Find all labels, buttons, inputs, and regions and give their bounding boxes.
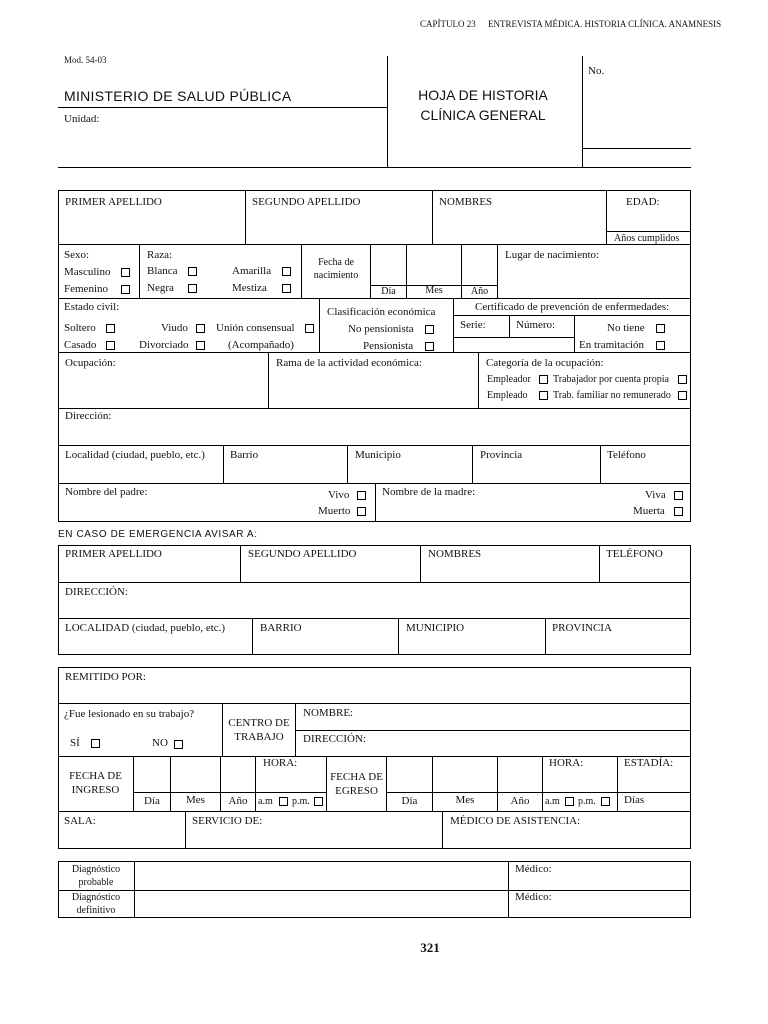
no-checkbox[interactable] [174, 740, 183, 749]
muerta-label: Muerta [633, 505, 665, 517]
union-consensual-label: Unión consensual [216, 322, 295, 334]
dias-label: Días [624, 794, 645, 806]
egreso-pm-label: p.m. [578, 796, 596, 807]
no-tiene-checkbox[interactable] [656, 324, 665, 333]
muerta-checkbox[interactable] [674, 507, 683, 516]
en-tramitacion-label: En tramitación [579, 339, 645, 351]
fecha-ingreso-label: FECHA DE INGRESO [69, 770, 122, 796]
blanca-label: Blanca [147, 265, 178, 277]
pensionista-label: Pensionista [363, 340, 414, 352]
clasificacion-economica-label: Clasificación económica [327, 306, 436, 318]
serie-label: Serie: [460, 319, 486, 331]
emergency-heading: EN CASO DE EMERGENCIA AVISAR A: [58, 529, 258, 540]
provincia-label: Provincia [480, 449, 523, 461]
ingreso-mes-label: Mes [186, 794, 205, 806]
raza-label: Raza: [147, 249, 173, 261]
amarilla-checkbox[interactable] [282, 267, 291, 276]
sexo-label: Sexo: [64, 249, 90, 261]
vivo-label: Vivo [328, 489, 350, 501]
ocupacion-label: Ocupación: [65, 357, 116, 369]
medico-probable-label: Médico: [515, 863, 552, 875]
no-pensionista-checkbox[interactable] [425, 325, 434, 334]
page-number: 321 [420, 940, 440, 955]
union-consensual-checkbox[interactable] [305, 324, 314, 333]
lesionado-label: ¿Fue lesionado en su trabajo? [64, 708, 195, 720]
muerto-checkbox[interactable] [357, 507, 366, 516]
ingreso-dia-label: Día [144, 795, 160, 807]
segundo-apellido-label: SEGUNDO APELLIDO [252, 196, 361, 208]
trabajador-cuenta-propia-checkbox[interactable] [678, 375, 687, 384]
birth-month-label: Mes [425, 285, 443, 296]
egreso-ano-label: Año [510, 795, 530, 807]
anos-cumplidos-label: Años cumplidos [614, 233, 680, 244]
si-label: SÍ [70, 737, 80, 749]
lugar-nacimiento-label: Lugar de nacimiento: [505, 249, 600, 261]
nombre-padre-label: Nombre del padre: [65, 486, 148, 498]
empleado-checkbox[interactable] [539, 391, 548, 400]
ministry-name: MINISTERIO DE SALUD PÚBLICA [64, 88, 292, 104]
form-code: Mod. 54-03 [64, 55, 107, 65]
numero-label: Número: [516, 319, 556, 331]
medico-definitivo-label: Médico: [515, 891, 552, 903]
emergency-segundo-apellido-label: SEGUNDO APELLIDO [248, 548, 357, 560]
birth-year-label: Año [470, 286, 489, 297]
empleador-checkbox[interactable] [539, 375, 548, 384]
diagnostico-probable-label: Diagnóstico probable [71, 864, 121, 888]
masculino-checkbox[interactable] [121, 268, 130, 277]
form-title: HOJA DE HISTORIA CLÍNICA GENERAL [418, 87, 548, 123]
trab-familiar-label: Trab. familiar no remunerado [553, 390, 671, 401]
chapter-label: CAPÍTULO 23 [420, 19, 476, 29]
egreso-mes-label: Mes [455, 794, 475, 806]
divorciado-checkbox[interactable] [196, 341, 205, 350]
rama-actividad-label: Rama de la actividad económica: [276, 357, 422, 369]
estadia-label: ESTADÍA: [624, 757, 674, 769]
fecha-nacimiento-label: Fecha de nacimiento [313, 257, 359, 281]
viva-label: Viva [645, 489, 666, 501]
mestiza-label: Mestiza [232, 282, 267, 294]
barrio-label: Barrio [230, 449, 259, 461]
estado-civil-label: Estado civil: [64, 301, 120, 313]
ingreso-pm-label: p.m. [292, 796, 310, 807]
fecha-egreso-label: FECHA DE EGRESO [330, 771, 383, 797]
localidad-label: Localidad (ciudad, pueblo, etc.) [65, 449, 205, 461]
soltero-label: Soltero [64, 322, 96, 334]
primer-apellido-label: PRIMER APELLIDO [65, 196, 162, 208]
pensionista-checkbox[interactable] [425, 342, 434, 351]
trab-familiar-checkbox[interactable] [678, 391, 687, 400]
si-checkbox[interactable] [91, 739, 100, 748]
egreso-hora-label: HORA: [549, 757, 584, 769]
emergency-localidad-label: LOCALIDAD (ciudad, pueblo, etc.) [65, 622, 226, 634]
femenino-label: Femenino [64, 283, 108, 295]
edad-label: EDAD: [626, 196, 660, 208]
emergency-direccion-label: DIRECCIÓN: [65, 586, 128, 598]
municipio-label: Municipio [355, 449, 401, 461]
centro-direccion-label: DIRECCIÓN: [303, 733, 366, 745]
egreso-pm-checkbox[interactable] [601, 797, 610, 806]
unit-label: Unidad: [64, 113, 100, 125]
certificado-label: Certificado de prevención de enfermedades: [475, 301, 670, 313]
femenino-checkbox[interactable] [121, 285, 130, 294]
muerto-label: Muerto [318, 505, 351, 517]
record-number-label: No. [588, 65, 605, 77]
no-pensionista-label: No pensionista [348, 323, 414, 335]
servicio-label: SERVICIO DE: [192, 815, 263, 827]
vivo-checkbox[interactable] [357, 491, 366, 500]
casado-label: Casado [64, 339, 97, 351]
egreso-dia-label: Día [401, 795, 418, 807]
casado-checkbox[interactable] [106, 341, 115, 350]
patient-section [58, 190, 691, 522]
acompanado-label: (Acompañado) [228, 339, 294, 351]
chapter-title: ENTREVISTA MÉDICA. HISTORIA CLÍNICA. ANAMNESIS [488, 19, 722, 29]
no-label: NO [152, 737, 168, 749]
viudo-label: Viudo [161, 322, 188, 334]
mestiza-checkbox[interactable] [282, 284, 291, 293]
centro-trabajo-label: CENTRO DE TRABAJO [228, 717, 290, 743]
no-tiene-label: No tiene [607, 322, 645, 334]
negra-checkbox[interactable] [188, 284, 197, 293]
nombre-madre-label: Nombre de la madre: [382, 486, 476, 498]
emergency-municipio-label: MUNICIPIO [406, 622, 465, 634]
ingreso-hora-label: HORA: [263, 757, 298, 769]
amarilla-label: Amarilla [232, 265, 272, 277]
ingreso-am-checkbox[interactable] [279, 797, 288, 806]
negra-label: Negra [147, 282, 174, 294]
masculino-label: Masculino [64, 266, 111, 278]
emergency-section [58, 545, 691, 655]
emergency-nombres-label: NOMBRES [428, 548, 482, 560]
categoria-ocupacion-label: Categoría de la ocupación: [486, 357, 604, 369]
centro-nombre-label: NOMBRE: [303, 707, 354, 719]
telefono-label: Teléfono [607, 449, 646, 461]
emergency-telefono-label: TELÉFONO [606, 548, 663, 560]
blanca-checkbox[interactable] [188, 267, 197, 276]
admission-section [58, 667, 691, 849]
remitido-label: REMITIDO POR: [65, 671, 146, 683]
nombres-label: NOMBRES [439, 196, 493, 208]
sala-label: SALA: [64, 815, 96, 827]
ingreso-ano-label: Año [228, 795, 248, 807]
trabajador-cuenta-propia-label: Trabajador por cuenta propia [553, 374, 669, 385]
viva-checkbox[interactable] [674, 491, 683, 500]
empleador-label: Empleador [487, 374, 531, 385]
direccion-label: Dirección: [65, 410, 112, 422]
medico-asistencia-label: MÉDICO DE ASISTENCIA: [450, 815, 581, 827]
ingreso-pm-checkbox[interactable] [314, 797, 323, 806]
egreso-am-label: a.m [545, 796, 560, 807]
viudo-checkbox[interactable] [196, 324, 205, 333]
emergency-primer-apellido-label: PRIMER APELLIDO [65, 548, 162, 560]
diagnostico-definitivo-label: Diagnóstico definitivo [71, 892, 121, 916]
soltero-checkbox[interactable] [106, 324, 115, 333]
emergency-barrio-label: BARRIO [260, 622, 302, 634]
birth-day-label: Día [381, 286, 396, 297]
egreso-am-checkbox[interactable] [565, 797, 574, 806]
emergency-provincia-label: PROVINCIA [552, 622, 612, 634]
empleado-label: Empleado [487, 390, 528, 401]
en-tramitacion-checkbox[interactable] [656, 341, 665, 350]
ingreso-am-label: a.m [258, 796, 273, 807]
divorciado-label: Divorciado [139, 339, 189, 351]
